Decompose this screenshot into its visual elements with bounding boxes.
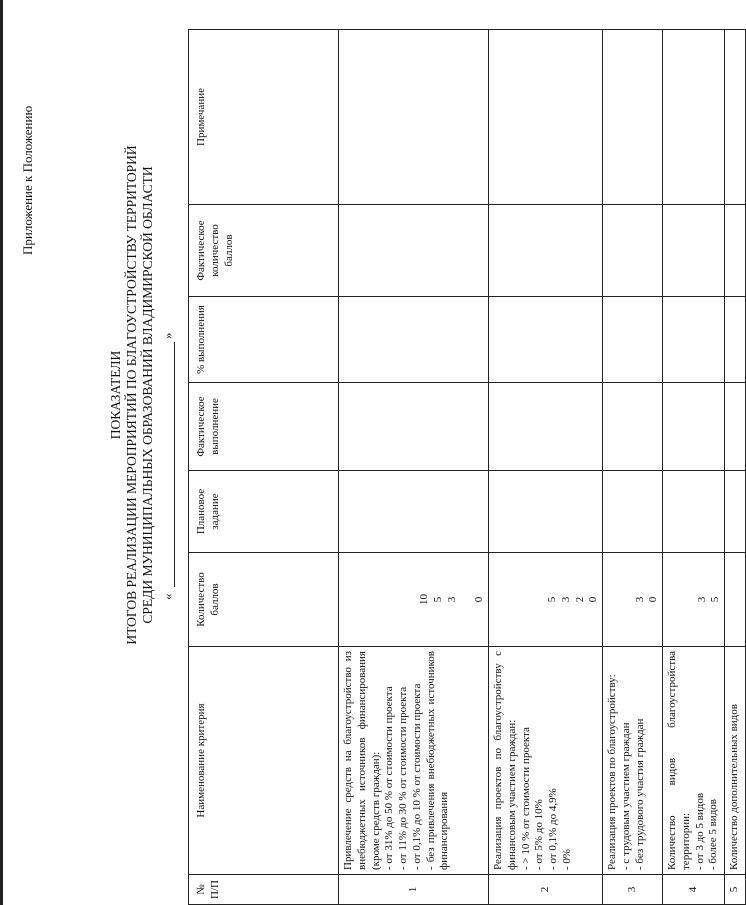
document-title: ПОКАЗАТЕЛИ [108, 350, 123, 440]
criterion-text: Реализация проектов по благоустройству с финансовым участием граждан: [492, 651, 518, 870]
actual-cell [663, 383, 725, 471]
planned-cell [339, 471, 489, 553]
criterion-option: - от 0,1% до 10 % от стоимости проекта [410, 683, 423, 870]
note-cell [489, 30, 603, 205]
criterion-text: Реализация проектов по благоустройству: [606, 674, 618, 870]
quote-open: « [160, 593, 175, 600]
actual-points-cell [603, 205, 663, 297]
row-number: 3 [603, 875, 663, 905]
percent-cell [663, 297, 725, 383]
note-cell [725, 30, 746, 205]
points-value: 0 [647, 596, 660, 603]
actual-cell [339, 383, 489, 471]
points-value: 10 [418, 594, 430, 605]
points-value: 0 [587, 596, 600, 603]
planned-cell [725, 471, 746, 553]
col-header-note: Примечание [189, 30, 339, 205]
percent-cell [339, 297, 489, 383]
points-value: 3 [559, 596, 572, 603]
note-cell [663, 30, 725, 205]
actual-points-cell [489, 205, 603, 297]
note-cell [339, 30, 489, 205]
points-value: 3 [695, 596, 708, 603]
appendix-note: Приложение к Положению [20, 105, 35, 255]
criterion-option: - от 5% до 10% [533, 799, 546, 870]
note-cell [603, 30, 663, 205]
document-subtitle-line-1: ИТОГОВ РЕАЛИЗАЦИИ МЕРОПРИЯТИЙ ПО БЛАГОУСТРОЙСТВУ ТЕРРИТОРИЙ [124, 145, 139, 645]
planned-cell [603, 471, 663, 553]
col-header-actual-points: Фактическое количество баллов [189, 205, 339, 297]
criterion-cell [489, 647, 603, 875]
points-cell [489, 553, 603, 647]
document-subtitle-line-2: СРЕДИ МУНИЦИПАЛЬНЫХ ОБРАЗОВАНИЙ ВЛАДИМИРСКОЙ ОБЛАСТИ [140, 166, 155, 624]
criterion-cell [663, 647, 725, 875]
criterion-option: - без привлечения внебюджетных источников финансирования [424, 651, 451, 870]
table-header-row [189, 30, 339, 905]
criterion-option: - без трудового участия граждан [633, 718, 646, 870]
col-header-points: Количество баллов [189, 553, 339, 647]
actual-points-cell [725, 205, 746, 297]
planned-cell [489, 471, 603, 553]
points-value: 5 [709, 596, 722, 603]
criterion-option: - от 11% до 30 % от стоимости проекта [397, 686, 409, 870]
points-cell [603, 553, 663, 647]
criterion-option: - > 10 % от стоимости проекта [519, 727, 532, 870]
criteria-table [188, 29, 746, 905]
planned-cell [663, 471, 725, 553]
criterion-option: - от 0,1% до 4,9% [547, 788, 559, 870]
table-row [663, 30, 725, 905]
points-value: 5 [431, 596, 444, 603]
row-number: 2 [489, 875, 603, 905]
col-header-number: № П/П [189, 875, 339, 905]
points-value: 2 [573, 596, 586, 603]
col-header-planned: Плановое задание [189, 471, 339, 553]
criterion-text: Количество видов благоустройства территории: [666, 651, 692, 870]
col-header-criterion: Наименование критерия [189, 647, 339, 875]
actual-cell [603, 383, 663, 471]
criterion-text: Привлечение средств на благоустройство из внебюджетных источников финансирования (кроме средств граждан): [342, 651, 382, 870]
points-cell [725, 553, 746, 647]
points-value: 0 [473, 596, 486, 603]
criterion-option: - 0% [560, 848, 573, 870]
actual-cell [725, 383, 746, 471]
table-row [603, 30, 663, 905]
actual-points-cell [663, 205, 725, 297]
blank-fill-line [174, 342, 175, 587]
criterion-cell [725, 647, 746, 875]
criterion-cell [339, 647, 489, 875]
criterion-option: - более 5 видов [707, 799, 720, 870]
criterion-option: - от 31% до 50 % от стоимости проекта [383, 686, 396, 870]
criterion-cell [603, 647, 663, 875]
points-value: 3 [633, 596, 646, 603]
table-row [489, 30, 603, 905]
criterion-option: - с трудовым участием граждан [619, 722, 632, 870]
table-row [725, 30, 746, 905]
percent-cell [489, 297, 603, 383]
points-value: 3 [445, 596, 458, 603]
percent-cell [603, 297, 663, 383]
percent-cell [725, 297, 746, 383]
points-value: 5 [546, 596, 558, 603]
col-header-actual: Фактическое выполнение [189, 383, 339, 471]
col-header-percent: % выполнения [189, 297, 339, 383]
criterion-option: - от 3 до 5 видов [693, 792, 706, 870]
actual-cell [489, 383, 603, 471]
table-row [339, 30, 489, 905]
criterion-text: Количество дополнительных видов [728, 704, 740, 870]
points-cell [339, 553, 489, 647]
points-value [459, 557, 473, 642]
row-number: 4 [663, 875, 725, 905]
points-cell [663, 553, 725, 647]
row-number: 5 [725, 875, 746, 905]
quote-close: » [160, 332, 175, 339]
actual-points-cell [339, 205, 489, 297]
row-number: 1 [339, 875, 489, 905]
